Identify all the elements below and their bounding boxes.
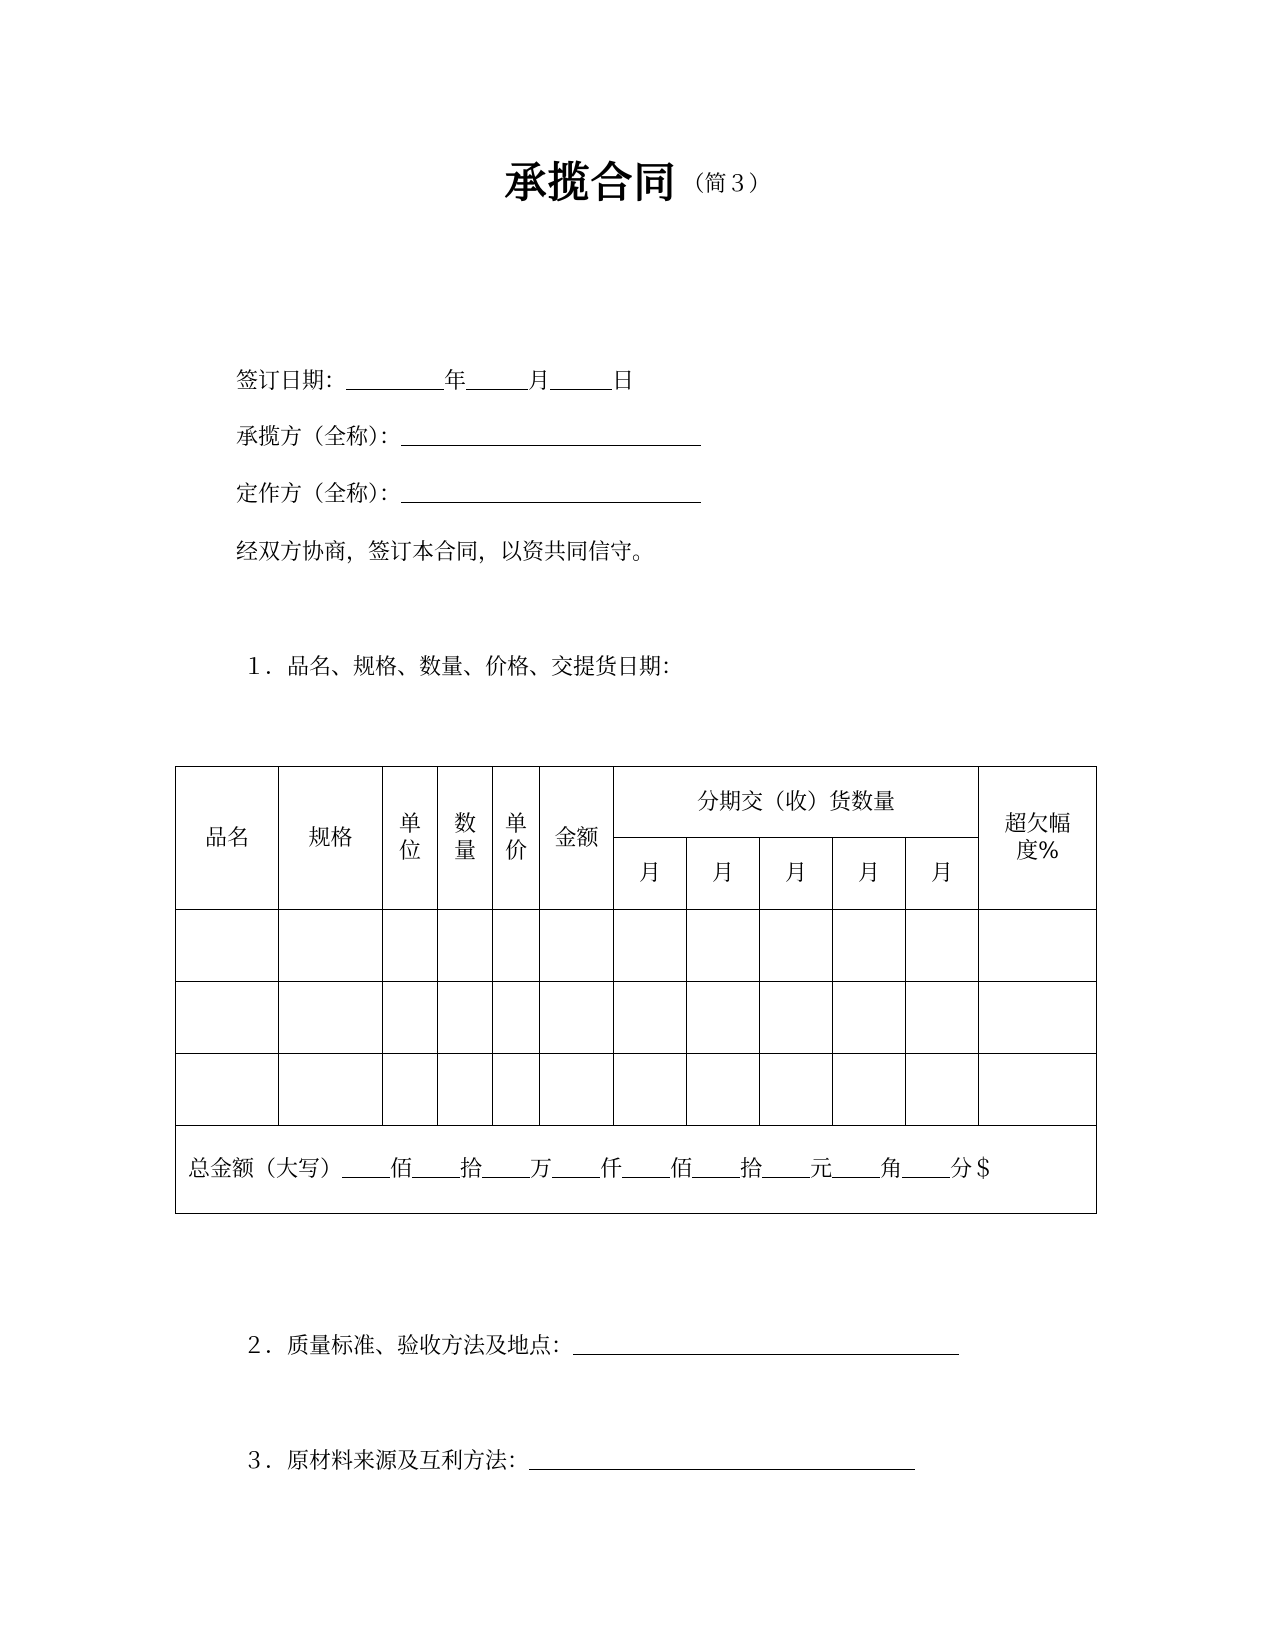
cell[interactable]: [687, 1054, 760, 1126]
cell[interactable]: [614, 1054, 687, 1126]
total-row: [176, 1126, 1097, 1214]
blank[interactable]: [622, 1157, 670, 1178]
cell[interactable]: [438, 982, 493, 1054]
header-name: 品名: [176, 767, 279, 910]
header-price: [493, 767, 540, 910]
cell[interactable]: [438, 910, 493, 982]
goods-table: [175, 766, 1097, 1214]
cell[interactable]: [383, 982, 438, 1054]
cell[interactable]: [760, 1054, 833, 1126]
header-unit: [383, 767, 438, 910]
cell[interactable]: [176, 910, 279, 982]
contractor-blank[interactable]: [401, 423, 701, 446]
unit-yuan: 元: [810, 1157, 833, 1182]
cell[interactable]: [833, 1054, 906, 1126]
blank[interactable]: [762, 1157, 810, 1178]
unit-bai: 佰: [390, 1157, 413, 1182]
header-amount: 金额: [540, 767, 614, 910]
cell[interactable]: [979, 910, 1097, 982]
quality-blank[interactable]: [573, 1332, 959, 1355]
header-price-text: 单价: [505, 812, 528, 864]
section-3-heading: ３．原材料来源及互利方法：: [243, 1449, 530, 1474]
section-1-heading: １．品名、规格、数量、价格、交提货日期：: [243, 655, 684, 680]
cell[interactable]: [493, 1054, 540, 1126]
cell[interactable]: [279, 982, 383, 1054]
unit-bai-2: 佰: [670, 1157, 693, 1182]
blank[interactable]: [342, 1157, 390, 1178]
header-qty-text: 数量: [454, 812, 477, 864]
year-blank[interactable]: [346, 367, 444, 390]
total-amount-cell: [176, 1126, 1097, 1214]
cell[interactable]: [614, 910, 687, 982]
month-label: 月: [528, 369, 551, 394]
cell[interactable]: [493, 910, 540, 982]
cell[interactable]: [614, 982, 687, 1054]
cell[interactable]: [176, 982, 279, 1054]
customer-blank[interactable]: [401, 480, 701, 503]
table-row: [176, 910, 1097, 982]
title-main: 承揽合同: [504, 158, 677, 207]
document-title: [0, 150, 1275, 210]
header-tolerance: [979, 767, 1097, 910]
cell[interactable]: [906, 1054, 979, 1126]
contractor-label: 承揽方（全称）：: [236, 425, 402, 450]
cell[interactable]: [833, 910, 906, 982]
section-3-line: [243, 1444, 915, 1475]
month-blank[interactable]: [466, 367, 528, 390]
cell[interactable]: [906, 982, 979, 1054]
total-label: 总金额（大写）: [188, 1157, 343, 1182]
customer-label: 定作方（全称）：: [236, 482, 402, 507]
unit-qian: 仟: [600, 1157, 623, 1182]
materials-blank[interactable]: [529, 1447, 915, 1470]
cell[interactable]: [540, 1054, 614, 1126]
unit-shi: 拾: [460, 1157, 483, 1182]
header-tolerance-text: 超欠幅度%: [1004, 812, 1071, 864]
contractor-line: [236, 420, 701, 451]
cell[interactable]: [979, 982, 1097, 1054]
blank[interactable]: [412, 1157, 460, 1178]
blank[interactable]: [482, 1157, 530, 1178]
cell[interactable]: [687, 910, 760, 982]
header-qty: [438, 767, 493, 910]
section-2-line: [243, 1329, 959, 1360]
cell[interactable]: [493, 982, 540, 1054]
cell[interactable]: [540, 910, 614, 982]
unit-wan: 万: [530, 1157, 553, 1182]
header-month-5: 月: [906, 838, 979, 910]
cell[interactable]: [438, 1054, 493, 1126]
header-installment: 分期交（收）货数量: [614, 767, 979, 838]
cell[interactable]: [279, 1054, 383, 1126]
blank[interactable]: [832, 1157, 880, 1178]
header-month-1: 月: [614, 838, 687, 910]
header-unit-text: 单位: [399, 812, 422, 864]
day-label: 日: [612, 369, 635, 394]
unit-jiao: 角: [880, 1157, 903, 1182]
cell[interactable]: [383, 910, 438, 982]
sign-date-line: [236, 364, 634, 395]
header-month-2: 月: [687, 838, 760, 910]
intro-text: 经双方协商，签订本合同，以资共同信守。: [236, 540, 655, 565]
cell[interactable]: [687, 982, 760, 1054]
cell[interactable]: [279, 910, 383, 982]
blank[interactable]: [902, 1157, 950, 1178]
cell[interactable]: [540, 982, 614, 1054]
day-blank[interactable]: [550, 367, 612, 390]
cell[interactable]: [906, 910, 979, 982]
cell[interactable]: [760, 982, 833, 1054]
customer-line: [236, 477, 701, 508]
unit-shi-2: 拾: [740, 1157, 763, 1182]
blank[interactable]: [692, 1157, 740, 1178]
section-2-heading: ２．质量标准、验收方法及地点：: [243, 1334, 574, 1359]
year-label: 年: [444, 369, 467, 394]
cell[interactable]: [383, 1054, 438, 1126]
table-row: [176, 982, 1097, 1054]
cell[interactable]: [833, 982, 906, 1054]
header-month-3: 月: [760, 838, 833, 910]
date-label: 签订日期：: [236, 369, 347, 394]
cell[interactable]: [760, 910, 833, 982]
blank[interactable]: [552, 1157, 600, 1178]
table-row: [176, 1054, 1097, 1126]
unit-fen: 分＄: [950, 1157, 995, 1182]
header-spec: 规格: [279, 767, 383, 910]
header-month-4: 月: [833, 838, 906, 910]
cell[interactable]: [176, 1054, 279, 1126]
title-sub: （简３）: [682, 172, 771, 197]
cell[interactable]: [979, 1054, 1097, 1126]
